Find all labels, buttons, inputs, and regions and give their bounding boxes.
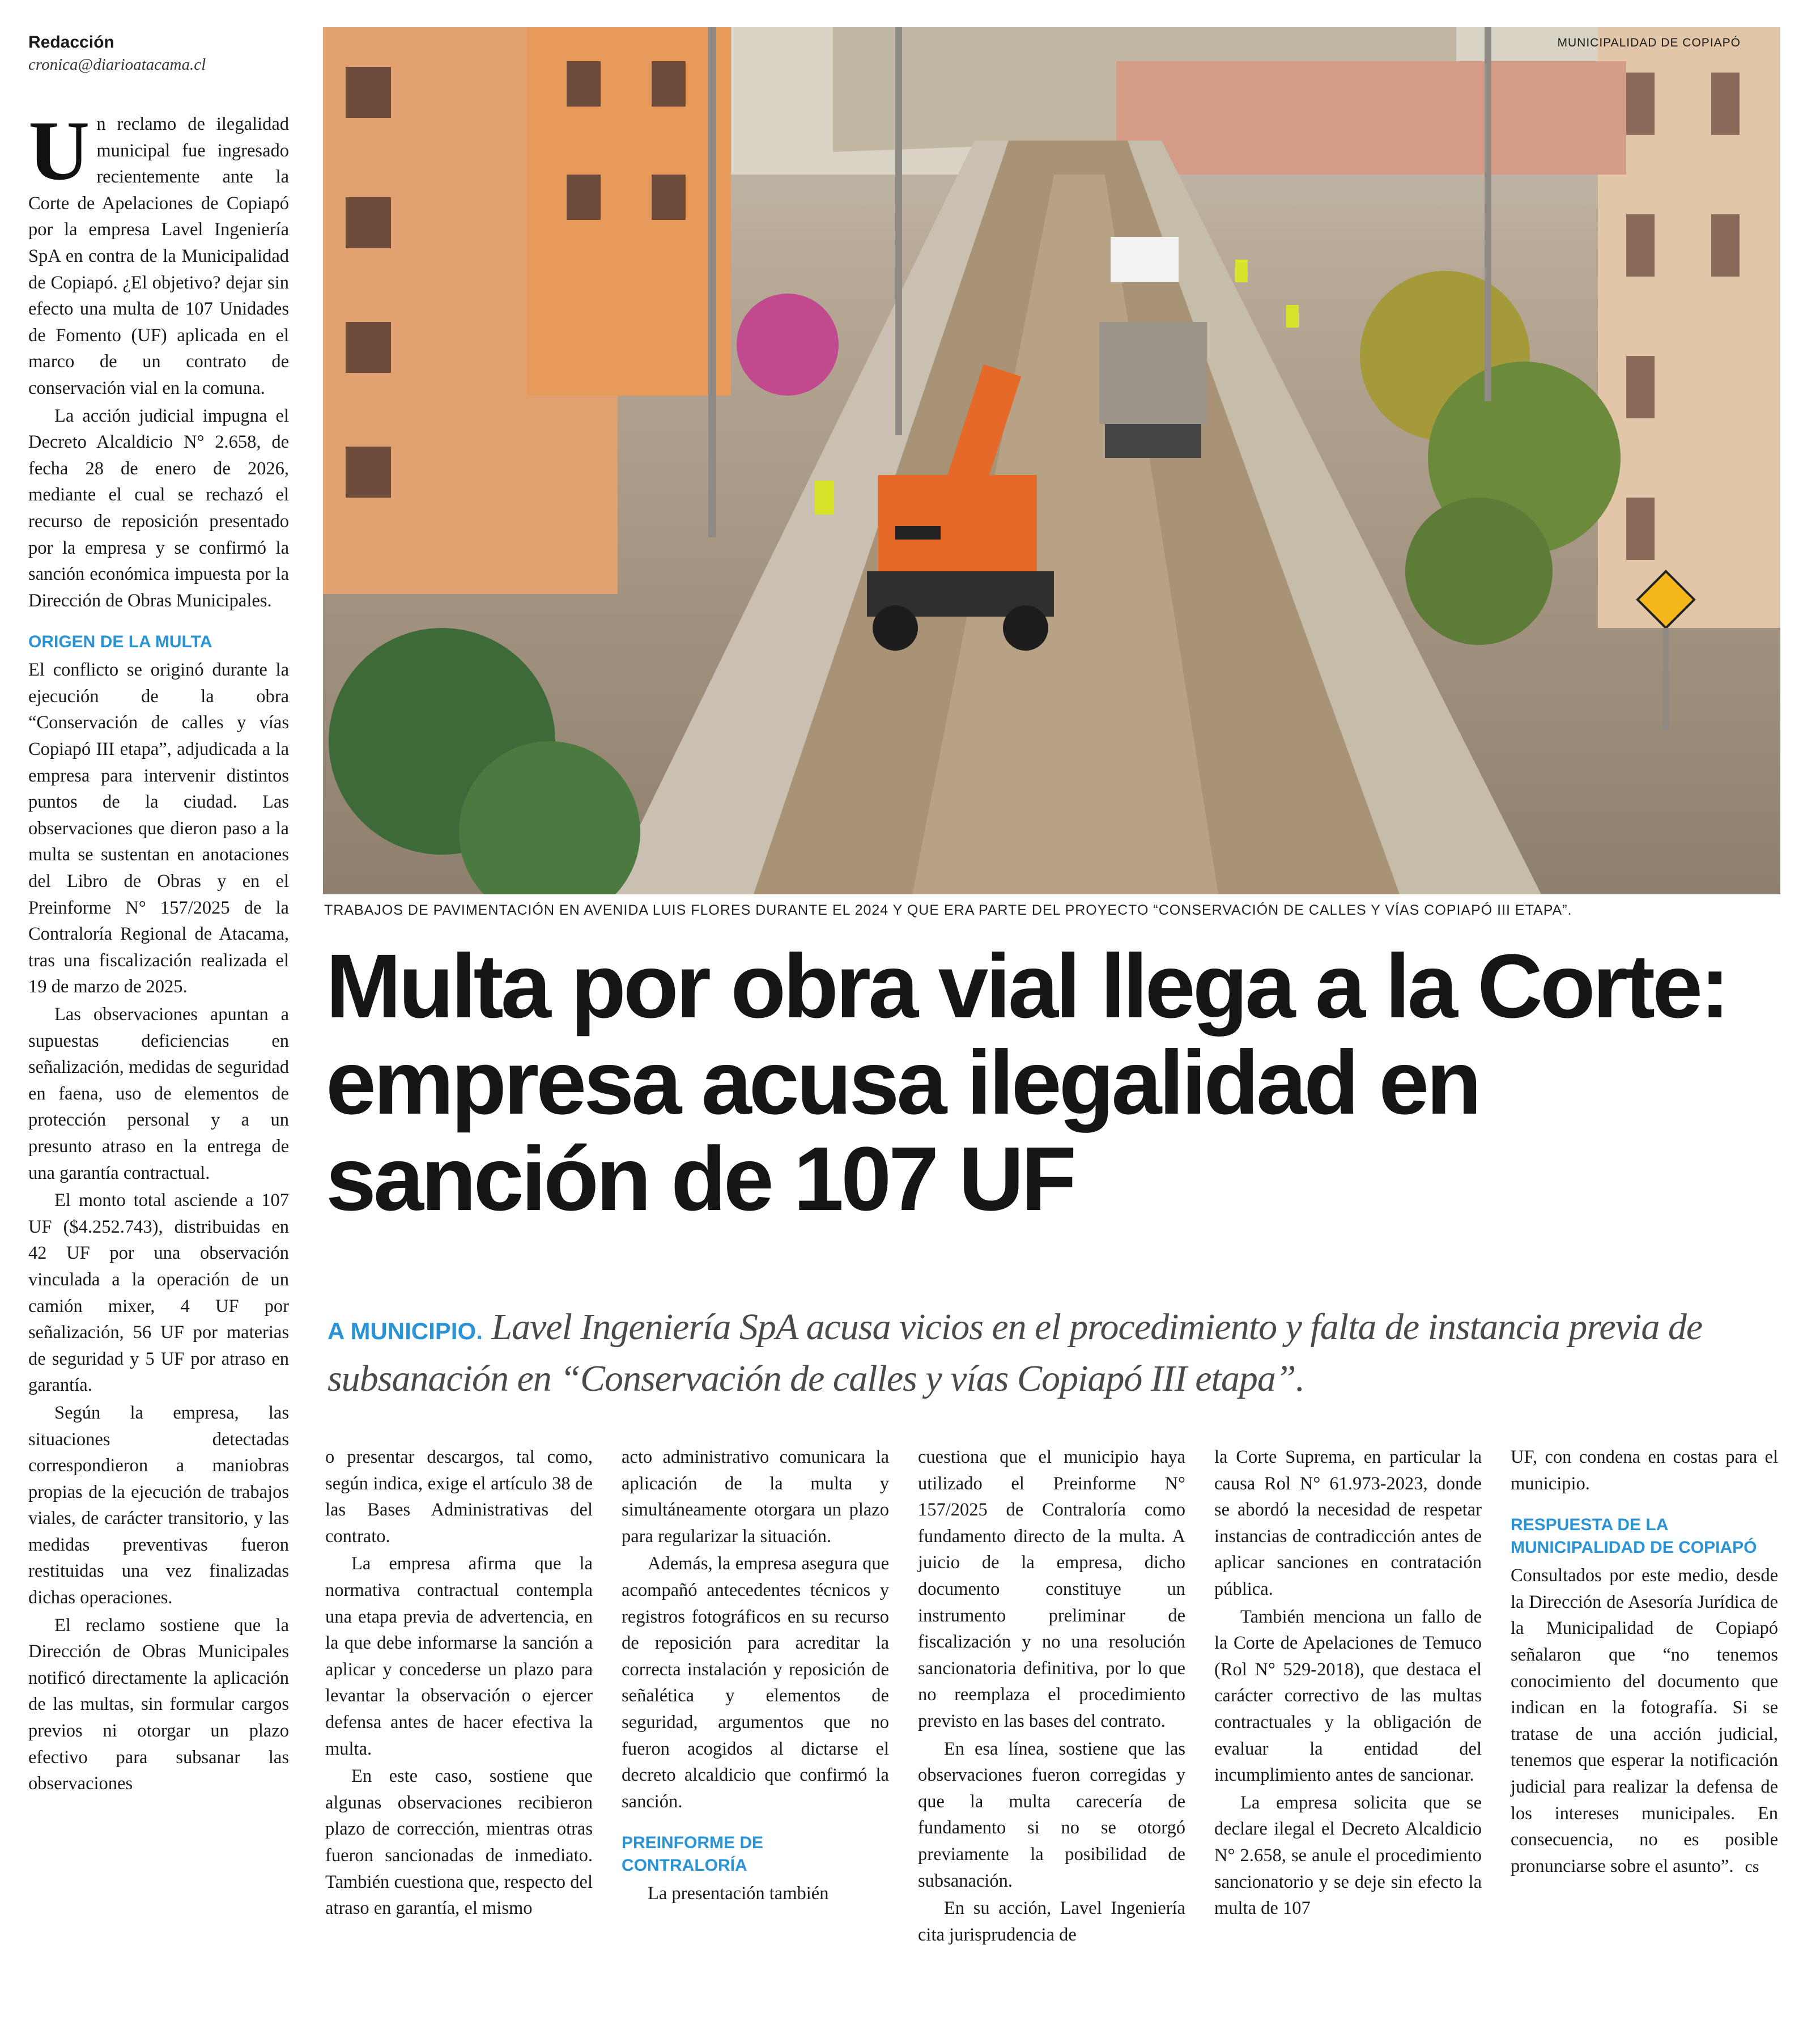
deck-kicker: A MUNICIPIO. bbox=[328, 1318, 483, 1344]
paragraph: o presentar descargos, tal como, según indica, exige el artículo 38 de las Bases Administrativas del contrato. bbox=[325, 1447, 593, 1547]
article-column-5 bbox=[1214, 1444, 1482, 1922]
subheading-preinforme: PREINFORME DE CONTRALORÍA bbox=[622, 1833, 764, 1875]
paragraph: la Corte Suprema, en particular la causa Rol N° 61.973-2023, donde se abordó la necesidad de respetar instancias de contradicción antes de aplicar sanciones en contratación pública. bbox=[1214, 1447, 1482, 1599]
deck-text: Lavel Ingeniería SpA acusa vicios en el procedimiento y falta de instancia previa de subsanación en “Conservación de calles y vías Copiapó III etapa”. bbox=[328, 1306, 1703, 1399]
article-column-3 bbox=[622, 1444, 889, 1907]
paragraph: cuestiona que el municipio haya utilizado el Preinforme N° 157/2025 de Contraloría como fundamento directo de la multa. A juicio de la empresa, dicho documento constituye un instrumento preliminar de fiscalización y no una resolución sancionatoria definitiva, por lo que no reemplaza el procedimiento previsto en las bases del contrato. bbox=[918, 1447, 1185, 1731]
news-photo bbox=[323, 27, 1780, 894]
subheading-origen: ORIGEN DE LA MULTA bbox=[28, 632, 212, 652]
article-column-1 bbox=[28, 104, 289, 1797]
paragraph: En este caso, sostiene que algunas observaciones recibieron plazo de corrección, mientras otras fueron sancionadas de inmediato. También cuestiona que, respecto del atraso en garantía, el mismo bbox=[325, 1766, 593, 1919]
paragraph: El reclamo sostiene que la Dirección de Obras Municipales notificó directamente la aplicación de las multas, sin formular cargos previos ni otorgar un plazo efectivo para subsanar las observaciones bbox=[28, 1615, 289, 1794]
paragraph: En su acción, Lavel Ingeniería cita jurisprudencia de bbox=[918, 1898, 1185, 1945]
paragraph: También menciona un fallo de la Corte de Apelaciones de Temuco (Rol N° 529-2018), que destaca el carácter correctivo de las multas contractuales y la obligación de evaluar la entidad del incumplimiento antes de sancionar. bbox=[1214, 1606, 1482, 1786]
paragraph: Además, la empresa asegura que acompañó antecedentes técnicos y registros fotográficos en su recurso de reposición para acreditar la correcta instalación y reposición de señalética y elementos de seguridad, argumentos que no fueron acogidos al dictarse el decreto alcaldicio que confirmó la sanción. bbox=[622, 1553, 889, 1812]
dropcap: U bbox=[28, 104, 90, 198]
lead-paragraph: Un reclamo de ilegalidad municipal fue ingresado recientemente ante la Corte de Apelaciones de Copiapó por la empresa Lavel Ingeniería SpA en contra de la Municipalidad de Copiapó. ¿El objetivo? dejar sin efecto una multa de 107 Unidades de Fomento (UF) aplicada en el marco de un contrato de conservación vial en la comuna. bbox=[28, 104, 289, 398]
paragraph: UF, con condena en costas para el municipio. bbox=[1511, 1447, 1778, 1494]
article-column-6 bbox=[1511, 1444, 1778, 1880]
byline bbox=[28, 33, 289, 74]
paragraph: Las observaciones apuntan a supuestas deficiencias en señalización, medidas de seguridad en faena, uso de elementos de protección personal y a un presunto atraso en la entrega de una garantía contractual. bbox=[28, 1004, 289, 1183]
paragraph: El conflicto se originó durante la ejecución de la obra “Conservación de calles y vías Copiapó III etapa”, adjudicada a la empresa para intervenir distintos puntos de la ciudad. Las observaciones que dieron paso a la multa se sustentan en anotaciones del Libro de Obras y en el Preinforme N° 157/2025 de la Contraloría Regional de Atacama, tras una fiscalización realizada el 19 de marzo de 2025. bbox=[28, 660, 289, 997]
deck bbox=[328, 1304, 1778, 1403]
paragraph: El monto total asciende a 107 UF ($4.252.743), distribuidas en 42 UF por una observación vinculada a la operación de un camión mixer, 4 UF por señalización, 56 UF por materias de seguridad y 5 UF por atraso en garantía. bbox=[28, 1190, 289, 1396]
paragraph: La empresa afirma que la normativa contractual contempla una etapa previa de advertencia, en la que debe informarse la sanción a aplicar y concederse un plazo para levantar la observación o ejercer defensa antes de hacer efectiva la multa. bbox=[325, 1553, 593, 1759]
article-column-2 bbox=[325, 1444, 593, 1922]
byline-author: Redacción bbox=[28, 33, 114, 52]
paragraph: La acción judicial impugna el Decreto Alcaldicio N° 2.658, de fecha 28 de enero de 2026, mediante el cual se rechazó el recurso de reposición presentado por la empresa y se confirmó la sanción económica impuesta por la Dirección de Obras Municipales. bbox=[28, 405, 289, 611]
photo-caption: TRABAJOS DE PAVIMENTACIÓN EN AVENIDA LUIS FLORES DURANTE EL 2024 Y QUE ERA PARTE DEL PROYECTO “CONSERVACIÓN DE CALLES Y VÍAS COPIAPÓ III ETAPA”. bbox=[324, 902, 1572, 918]
article-column-4 bbox=[918, 1444, 1185, 1948]
paragraph: En esa línea, sostiene que las observaciones fueron corregidas y que la multa carecería de fundamento si no se otorgó previamente la posibilidad de subsanación. bbox=[918, 1738, 1185, 1891]
road-works-illustration bbox=[323, 27, 1780, 894]
headline: Multa por obra vial llega a la Corte: empresa acusa ilegalidad en sanción de 107 UF bbox=[326, 935, 1728, 1229]
paragraph: La presentación también bbox=[648, 1883, 829, 1904]
photo-credit: MUNICIPALIDAD DE COPIAPÓ bbox=[1557, 36, 1741, 49]
paragraph: acto administrativo comunicara la aplicación de la multa y simultáneamente otorgara un plazo para regularizar la situación. bbox=[622, 1447, 889, 1547]
paragraph: Según la empresa, las situaciones detectadas correspondieron a maniobras propias de la ejecución de trabajos viales, de carácter transitorio, y las medidas preventivas fueron restituidas una vez finalizadas dichas operaciones. bbox=[28, 1402, 289, 1608]
end-mark: cs bbox=[1745, 1857, 1759, 1876]
subheading-respuesta: RESPUESTA DE LA MUNICIPALIDAD DE COPIAPÓ bbox=[1511, 1515, 1757, 1557]
paragraph: La empresa solicita que se declare ilegal el Decreto Alcaldicio N° 2.658, se anule el procedimiento sancionatorio y se deje sin efecto la multa de 107 bbox=[1214, 1792, 1482, 1919]
paragraph: Consultados por este medio, desde la Dirección de Asesoría Jurídica de la Municipalidad de Copiapó señalaron que “no tenemos conocimiento del documento que indican en la fotografía. Si se tratase de una acción judicial, tenemos que esperar la notificación judicial para realizar la defensa de los intereses municipales. En consecuencia, no es posible pronunciarse sobre el asunto”. cs bbox=[1511, 1565, 1778, 1876]
byline-email[interactable]: cronica@diarioatacama.cl bbox=[28, 56, 206, 74]
